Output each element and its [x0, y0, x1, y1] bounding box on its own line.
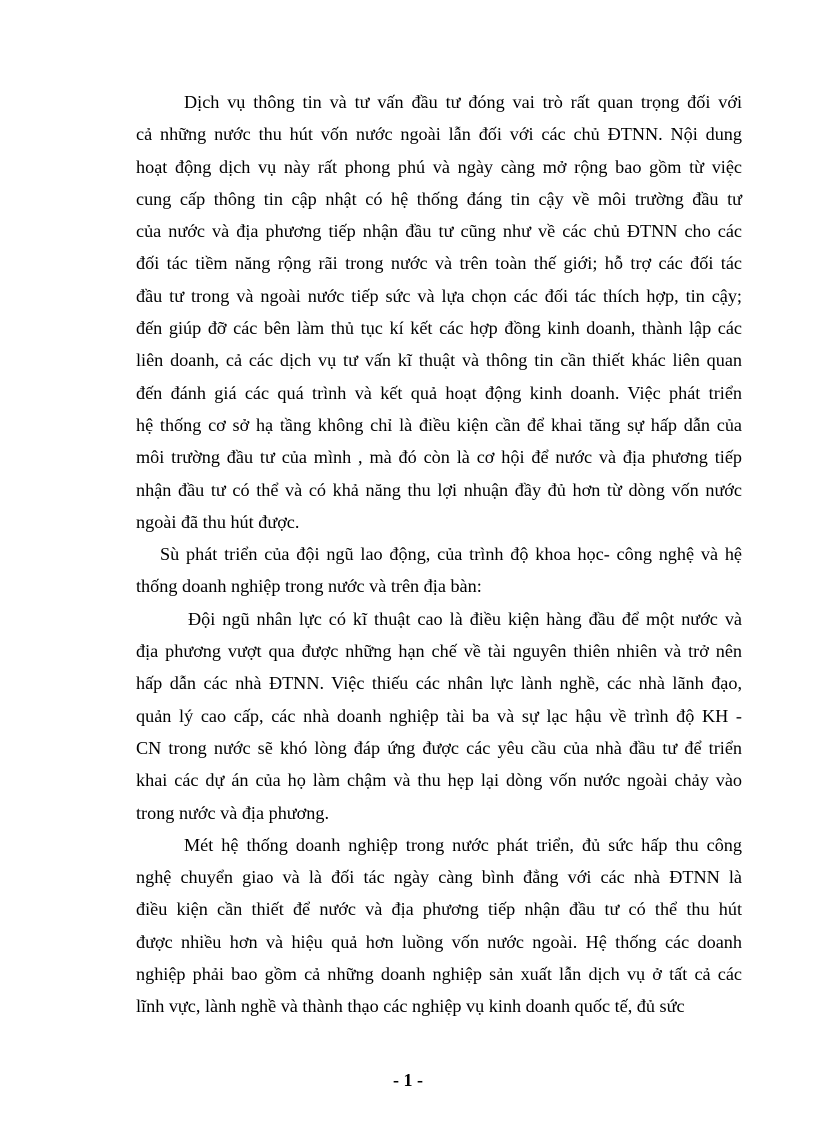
text-line: nhận đầu tư có thể và có khả năng thu lợi nhuận đầy đủ hơn từ dòng vốn nước	[136, 479, 742, 500]
text-line: Mét hệ thống doanh nghiệp trong nước phát triển, đủ sức hấp thu công	[184, 834, 742, 855]
text-line: hoạt động dịch vụ này rất phong phú và ngày càng mở rộng bao gồm từ việc	[136, 156, 742, 177]
text-line: đầu tư trong và ngoài nước tiếp sức và lựa chọn các đối tác thích hợp, tin cậy;	[136, 285, 742, 306]
text-line: nghệ chuyển giao và là đối tác ngày càng bình đẳng với các nhà ĐTNN là	[136, 867, 742, 888]
text-line: hệ thống cơ sở hạ tầng không chỉ là điều kiện cần để khai tăng sự hấp dẫn của	[136, 414, 742, 435]
text-line: hấp dẫn các nhà ĐTNN. Việc thiếu các nhân lực lành nghề, các nhà lãnh đạo,	[136, 673, 742, 694]
text-line: đối tác tiềm năng rộng rãi trong nước và trên toàn thế giới; hỗ trợ các đối tác	[136, 253, 742, 274]
text-line: CN trong nước sẽ khó lòng đáp ứng được các yêu cầu của nhà đầu tư để triển	[136, 737, 742, 758]
text-line: cả những nước thu hút vốn nước ngoài lẫn đối với các chủ ĐTNN. Nội dung	[136, 124, 742, 145]
text-line: điều kiện cần thiết để nước và địa phương tiếp nhận đầu tư có thể thu hút	[136, 899, 742, 920]
text-line: thống doanh nghiệp trong nước và trên địa bàn:	[136, 576, 482, 597]
text-line: liên doanh, cả các dịch vụ tư vấn kĩ thuật và thông tin cần thiết khác liên quan	[136, 350, 742, 371]
text-line: được nhiều hơn và hiệu quả hơn luồng vốn nước ngoài. Hệ thống các doanh	[136, 931, 742, 952]
page-number: - 1 -	[393, 1070, 423, 1090]
text-line: đến giúp đỡ các bên làm thủ tục kí kết các hợp đồng kinh doanh, thành lập các	[136, 318, 742, 339]
paragraph-4	[136, 829, 742, 1023]
text-line: địa phương vượt qua được những hạn chế về tài nguyên thiên nhiên và trở nên	[136, 641, 742, 662]
text-line: Sù phát triển của đội ngũ lao động, của trình độ khoa học- công nghệ và hệ	[160, 544, 742, 565]
paragraph-1	[136, 86, 742, 538]
text-line: Đội ngũ nhân lực có kĩ thuật cao là điều kiện hàng đầu để một nước và	[188, 608, 742, 629]
text-line: Dịch vụ thông tin và tư vấn đầu tư đóng vai trò rất quan trọng đối với	[184, 92, 742, 112]
text-line: cung cấp thông tin cập nhật có hệ thống đáng tin cậy về môi trường đầu tư	[136, 188, 742, 209]
text-line: lĩnh vực, lành nghề và thành thạo các nghiệp vụ kinh doanh quốc tế, đủ sức	[136, 996, 685, 1017]
text-line: ngoài đã thu hút được.	[136, 511, 300, 532]
text-line: môi trường đầu tư của mình , mà đó còn là cơ hội để nước và địa phương tiếp	[136, 447, 742, 468]
paragraph-2	[136, 538, 742, 603]
document-body	[136, 86, 742, 1023]
text-line: khai các dự án của họ làm chậm và thu hẹp lại dòng vốn nước ngoài chảy vào	[136, 770, 742, 791]
text-line: quản lý cao cấp, các nhà doanh nghiệp tài ba và sự lạc hậu về trình độ KH -	[136, 705, 742, 726]
text-line: nghiệp phải bao gồm cả những doanh nghiệp sản xuất lẫn dịch vụ ở tất cả các	[136, 964, 742, 985]
text-line: trong nước và địa phương.	[136, 802, 330, 823]
paragraph-3	[136, 603, 742, 829]
text-line: đến đánh giá các quá trình và kết quả hoạt động kinh doanh. Việc phát triển	[136, 382, 742, 403]
text-line: của nước và địa phương tiếp nhận đầu tư cũng như về các chủ ĐTNN cho các	[136, 221, 742, 242]
